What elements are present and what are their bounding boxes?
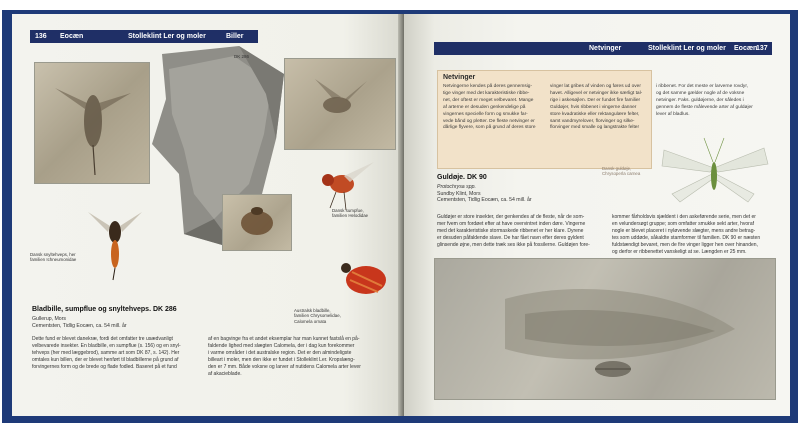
- text-line: store kvadratiske eller rektangulære felter,: [550, 111, 640, 117]
- fossil-insect-icon: [35, 63, 149, 183]
- caption-line: Chrysoperla carnea: [602, 171, 641, 177]
- text-line: af arterne er desuden genkendelige på: [443, 104, 526, 110]
- caption-line: Dansk guldøje,: [602, 166, 632, 171]
- fossil-photo-fly: [284, 58, 396, 150]
- caption-line: Calomela ornata: [294, 318, 327, 324]
- box-column-3: [656, 84, 774, 119]
- box-title: Netvinger: [443, 74, 476, 81]
- fly-caption: [332, 208, 394, 219]
- dk286-tag: DK 286: [234, 54, 250, 59]
- specimen-formation: Cementsten, Tidlig Eocæn, ca. 54 mill. år: [32, 322, 127, 329]
- left-header-bar: [30, 30, 258, 43]
- lacewing-illustration: [654, 132, 774, 212]
- era-label: Eocæn: [734, 45, 758, 52]
- fly-illustration: [304, 154, 384, 214]
- text-line: omtales kun billen, der er blevet henført til bladbillerne på grund af: [32, 357, 179, 364]
- specimen-locality: Gullerup, Mors: [32, 316, 67, 322]
- page-number: 136: [35, 33, 47, 40]
- text-line: samt vandmyrelover, florvinger og silke-: [550, 118, 635, 124]
- text-line: glinsende øjne, men dette træk ses ikke på fossilerne. Guldøjen fore-: [437, 242, 590, 249]
- text-line: og det samme gælder nogle af de voksne: [656, 90, 745, 96]
- text-line: fuldstændigt bevaret, men de fire vinger ligger hen over hinanden,: [612, 242, 758, 249]
- text-line: vinger lat gribes af vinden og føres ud over: [550, 84, 641, 89]
- leaf-beetle-illustration: [332, 250, 398, 308]
- text-line: en velundersøgt gruppe; som omfatter smukke sekt arter, hvoraf: [612, 221, 755, 228]
- topic-label: Biller: [226, 33, 244, 40]
- text-line: tes som uddøde, såkaldte stamformer til familien. DK 90 er næsten: [612, 235, 761, 242]
- specimen-formation: Cementsten, Tidlig Eocæn, ca. 54 mill. år: [437, 197, 532, 204]
- specimen-info: [437, 184, 532, 204]
- leaf-beetle-caption: [294, 308, 364, 324]
- text-line: Dette fund er blevet danekræ, fordi det omfatter tre usædvanligt: [32, 336, 173, 342]
- fossil-photo-beetle: [222, 194, 292, 251]
- section-label: Netvinger: [589, 45, 622, 52]
- text-line: Guldøjer er store insekter, der genkendes af de fleste, når de som-: [437, 214, 585, 220]
- text-line: lever af bladlus.: [656, 111, 690, 117]
- text-line: den er 7 mm. Både voksne og larver af nutidens Calomela arter lever: [208, 364, 361, 371]
- text-line: tehveps (her med læggebrod), samme art som DK 87, s. 142). Her: [32, 350, 180, 357]
- netvinger-info-box: [437, 70, 652, 169]
- text-line: net, der oftest er meget velbevaret. Mange: [443, 97, 534, 103]
- text-line: Netvingerne kendes på deres gennemsig-: [443, 84, 533, 89]
- fossil-photo-lacewing: [434, 258, 776, 400]
- specimen-title: Guldøje. DK 90: [437, 174, 487, 181]
- text-line: nogle er blevet placeret i nyløvende slægter, mens andre betrag-: [612, 228, 756, 235]
- caption-line: familien Chrysomelidae,: [294, 313, 341, 319]
- caption-line: Dansk sumpfue,: [332, 208, 364, 213]
- body-column-2: [612, 214, 774, 257]
- text-line: og derfor er ribbenettet vanskeligt at se. Længden er 25 mm.: [612, 249, 747, 256]
- text-line: mer fvem om fordøet efter at have overvintret inden døre. Vingerne: [437, 221, 586, 228]
- caption-line: familien Helodidae: [332, 213, 369, 219]
- text-line: vede bånd og pletter. De fleste netvinger er: [443, 118, 535, 124]
- caption-line: Dansk snyltehveps, her: [30, 252, 76, 257]
- page-number: 137: [756, 45, 768, 52]
- text-line: havet. Alligevel er netvinger ikke særligt tal-: [550, 90, 643, 96]
- body-column-2: [208, 336, 378, 379]
- text-line: i varme områder i det australske region. Det er den almindeligste: [208, 350, 352, 357]
- text-line: af en bagvinge fra et andet eksemplar har man kunnet fastslå en på-: [208, 336, 360, 342]
- right-page: [404, 14, 790, 416]
- right-header-bar: [434, 42, 772, 55]
- text-line: florvinger med smalle og langstrakte felter: [550, 125, 640, 131]
- left-page: [12, 14, 402, 416]
- text-line: tige vinger med det karakteristiske ribbe-: [443, 90, 530, 96]
- text-line: rige i askesøjlen. Der er fundet fire familier: [550, 97, 641, 103]
- text-line: velbevarede insekter. En bladbille, en sumpflue (s. 156) og en snyl-: [32, 343, 181, 350]
- wasp-caption: [30, 252, 90, 263]
- text-line: netvinger. Faks. guldøjerne, der således i: [656, 97, 744, 103]
- text-line: faldende lighed med slægten Calomela, der i dag kun forekommer: [208, 343, 355, 350]
- box-column-2: [550, 84, 650, 132]
- body-column-1: [32, 336, 192, 371]
- caption-line: familien Ichneumonidae: [30, 257, 77, 263]
- text-line: kommer fårholdsvis sjældent i den askeførende serie, men det er: [612, 214, 756, 220]
- specimen-locality: Sundby Klint, Mors: [437, 190, 481, 197]
- text-line: Guldøjer, hvis ribbenet i vingerne danner: [550, 104, 637, 110]
- text-line: gennem de fleste målevende arter af guldøjer: [656, 104, 753, 110]
- lacewing-caption: [602, 166, 657, 177]
- specimen-species: [437, 184, 532, 191]
- body-column-1: [437, 214, 602, 249]
- text-line: i ribbenet. For det meste er larverne rovdyr,: [656, 84, 748, 89]
- wasp-illustration: [80, 202, 150, 282]
- caption-line: Australsk bladbille,: [294, 308, 331, 313]
- text-line: vingernes specielle form og smukke far-: [443, 111, 528, 117]
- fossil-beetle-icon: [223, 195, 291, 250]
- text-line: billeart i moler, men den ikke er fundet i Stolleklint Ler. Kropslæng-: [208, 357, 355, 364]
- text-line: er desuden påfaldende slave. De har fået navn efter deres gyldent: [437, 235, 584, 242]
- fossil-photo-wasp: [34, 62, 150, 184]
- chapter-title: Stolleklint Ler og moler: [648, 45, 726, 52]
- text-line: forvingernes form og de brede og flade fodled. Baseret på et fund: [32, 364, 177, 371]
- section-label: Eocæn: [60, 33, 84, 40]
- fossil-lacewing-icon: [435, 259, 775, 399]
- text-line: dårlige flyvere, som på grund af deres store: [443, 125, 536, 131]
- chapter-title: Stolleklint Ler og moler: [128, 33, 206, 40]
- box-column-1: [443, 84, 547, 132]
- specimen-title: Bladbille, sumpflue og snyltehveps. DK 286: [32, 306, 177, 313]
- specimen-info: [32, 316, 127, 329]
- text-line: af akacieblade.: [208, 371, 242, 378]
- species-name: Protochrysa spp.: [437, 184, 476, 190]
- fossil-fly-icon: [285, 59, 395, 149]
- text-line: med det karakteristiske stormaskede ribbenet er her klare. Dyrene: [437, 228, 584, 235]
